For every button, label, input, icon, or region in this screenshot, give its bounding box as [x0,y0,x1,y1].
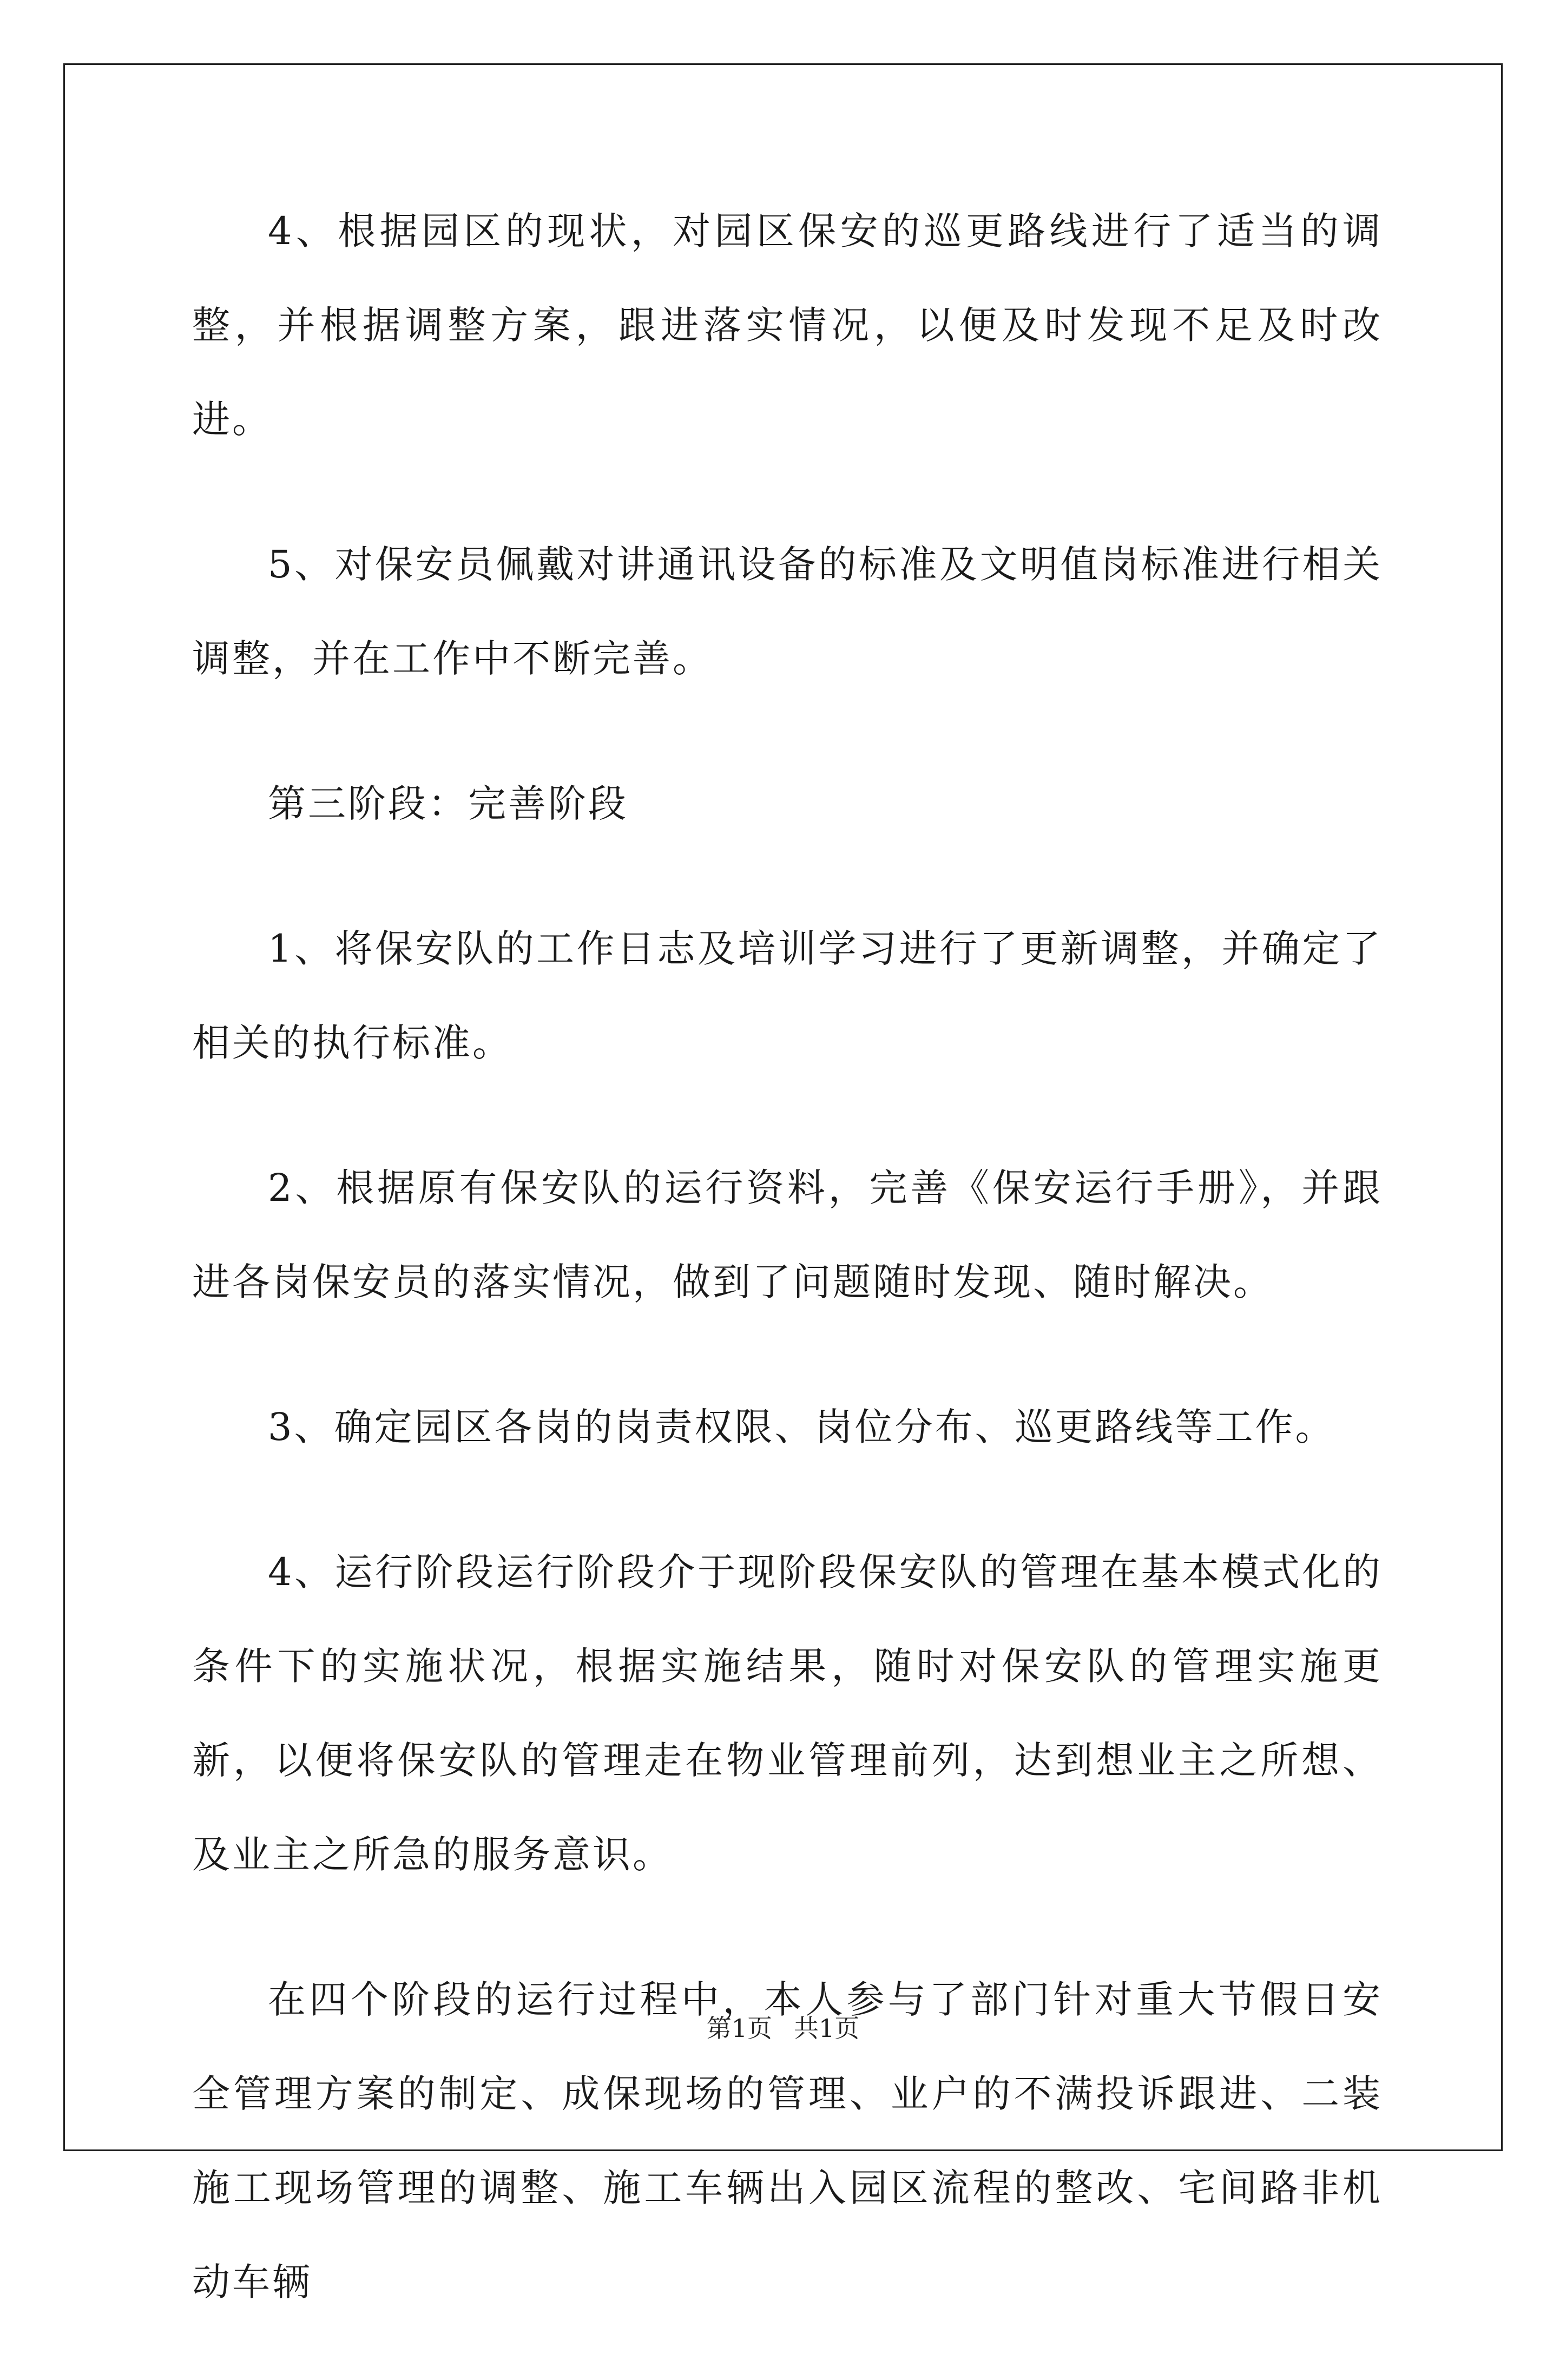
paragraph-3: 1、将保安队的工作日志及培训学习进行了更新调整，并确定了相关的执行标准。 [192,926,1383,1065]
paragraph-6: 4、运行阶段运行阶段介于现阶段保安队的管理在基本模式化的条件下的实施状况，根据实施结果，随时对保安队的管理实施更新，以便将保安队的管理走在物业管理前列，达到想业主之所想、及业主之所急的服务意识。 [192,1550,1383,1877]
section-heading: 第三阶段：完善阶段 [268,781,628,826]
paragraph-7: 在四个阶段的运行过程中，本人参与了部门针对重大节假日安全管理方案的制定、成保现场的管理、业户的不满投诉跟进、二装施工现场管理的调整、施工车辆出入园区流程的整改、宅间路非机动车辆 [192,1977,1383,2304]
page-total: 共1页 [794,2014,860,2043]
paragraph-1: 4、根据园区的现状，对园区保安的巡更路线进行了适当的调整，并根据调整方案，跟进落实情况，以便及时发现不足及时改进。 [192,209,1383,442]
paragraph-2: 5、对保安员佩戴对讲通讯设备的标准及文明值岗标准进行相关调整，并在工作中不断完善。 [192,542,1383,681]
document-body [192,184,1383,2380]
paragraph-5: 3、确定园区各岗的岗责权限、岗位分布、巡更路线等工作。 [268,1405,1335,1449]
page-footer [0,2012,1566,2044]
paragraph-4: 2、根据原有保安队的运行资料，完善《保安运行手册》，并跟进各岗保安员的落实情况，做到了问题随时发现、随时解决。 [192,1166,1383,1304]
page-number: 第1页 [706,2014,772,2043]
